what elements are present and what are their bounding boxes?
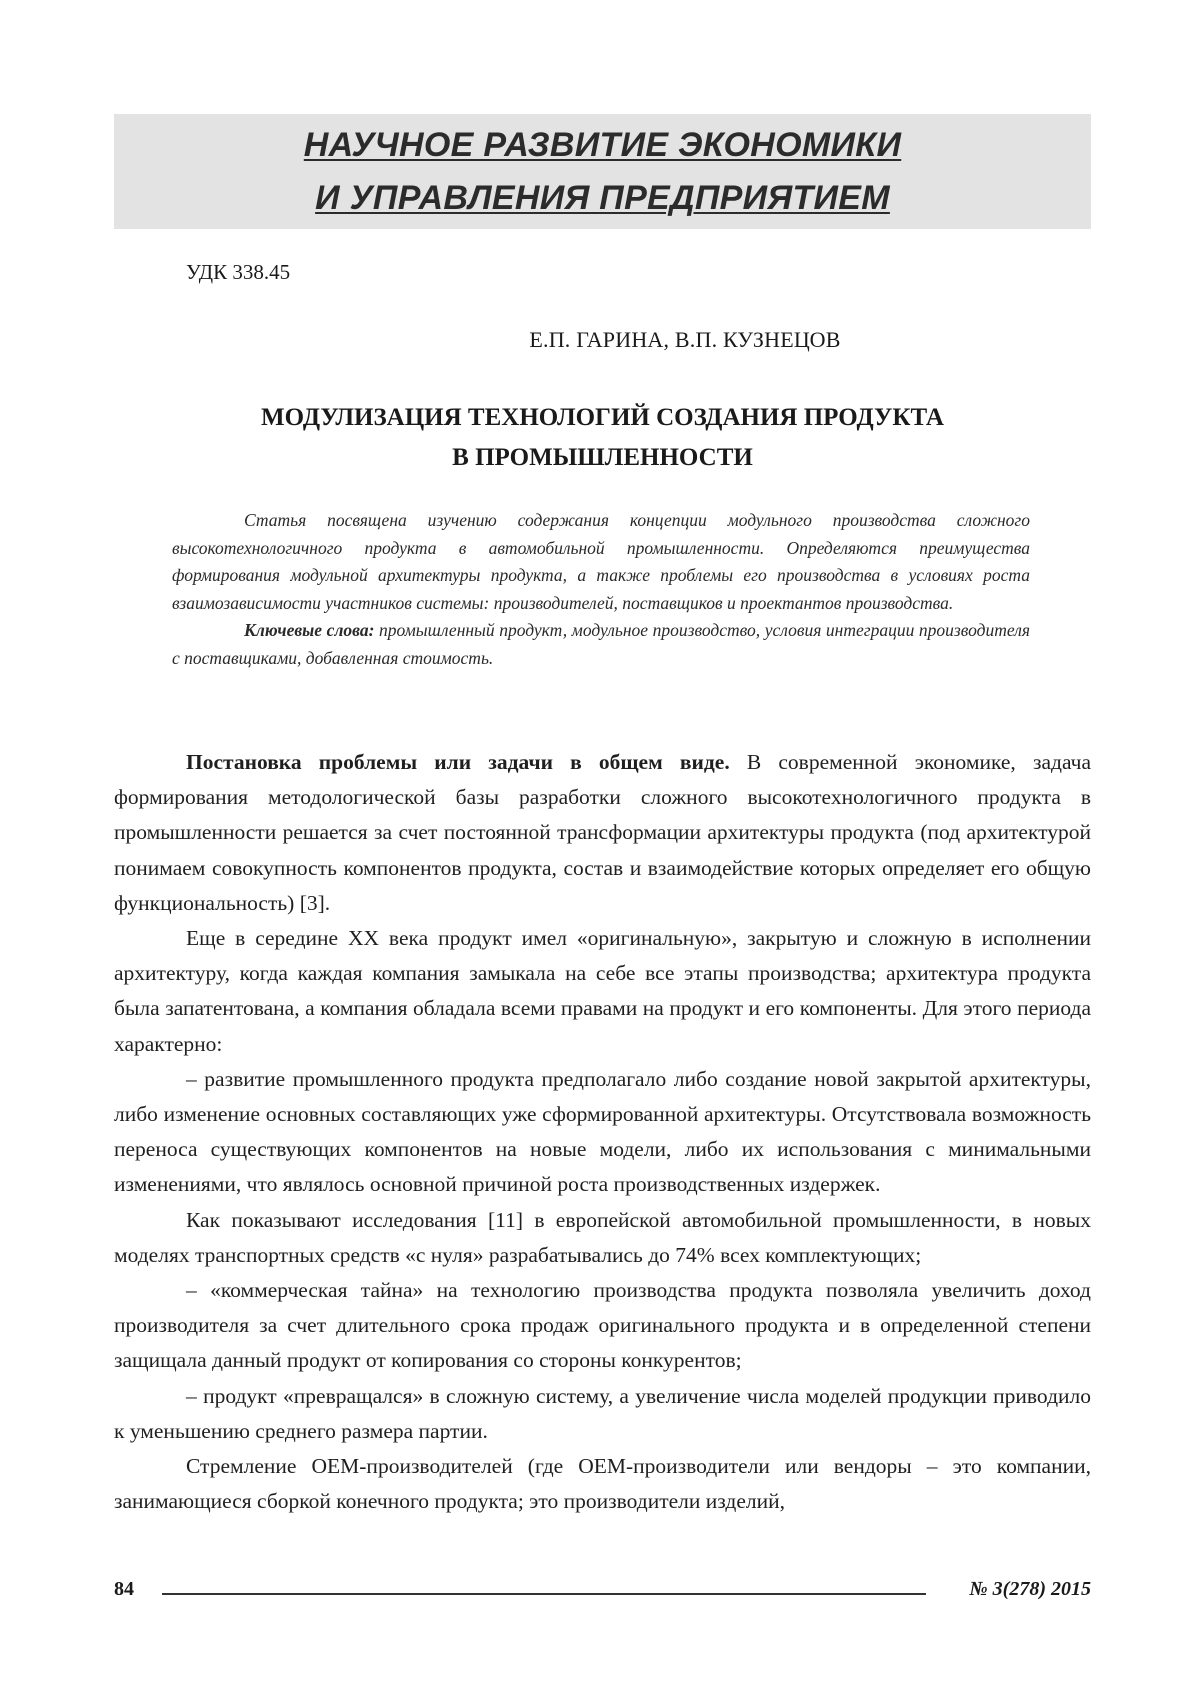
body-paragraph-7: Стремление OEM-производителей (где OEM-производители или вендоры – это компании, занимающиеся сборкой конечного продукта; это производители изделий, xyxy=(114,1449,1091,1519)
section-header-line-1: НАУЧНОЕ РАЗВИТИЕ ЭКОНОМИКИ xyxy=(114,128,1091,162)
article-title-line-2: В ПРОМЫШЛЕННОСТИ xyxy=(114,438,1091,478)
body-paragraph-3: – развитие промышленного продукта предполагало либо создание новой закрытой архитектуры, либо изменение основных составляющих уже сформированной архитектуры. Отсутствовала возможность переноса существующих компонентов на новые модели, либо их использования с минимальными изменениями, что являлось основной причиной роста производственных издержек. xyxy=(114,1062,1091,1203)
page-footer xyxy=(114,1578,1091,1608)
section-lead-heading: Постановка проблемы или задачи в общем виде. xyxy=(186,750,730,774)
footer-divider xyxy=(162,1593,926,1595)
abstract-text: Статья посвящена изучению содержания концепции модульного производства сложного высокотехнологичного продукта в автомобильной промышленности. Определяются преимущества формирования модульной архитектуры продукта, а также проблемы его производства в условиях роста взаимозависимости участников системы: производителей, поставщиков и проектантов производства. xyxy=(172,507,1030,617)
body-paragraph-1 xyxy=(114,745,1091,921)
article-title-line-1: МОДУЛИЗАЦИЯ ТЕХНОЛОГИЙ СОЗДАНИЯ ПРОДУКТА xyxy=(114,398,1091,438)
page-number: 84 xyxy=(114,1578,134,1601)
article-title xyxy=(114,398,1091,478)
body-paragraph-1-text: В современной экономике, задача формирования методологической базы разработки сложного высокотехнологичного продукта в промышленности решается за счет постоянной трансформации архитектуры продукта (под архитектурой понимаем совокупность компонентов продукта, состав и взаимодействие которых определяет его общую функциональность) [3]. xyxy=(114,750,1091,915)
keywords-paragraph xyxy=(172,617,1030,672)
section-header-line-2: И УПРАВЛЕНИЯ ПРЕДПРИЯТИЕМ xyxy=(114,181,1091,215)
udk-code: УДК 338.45 xyxy=(186,260,290,285)
body-paragraph-6: – продукт «превращался» в сложную систему, а увеличение числа моделей продукции приводило к уменьшению среднего размера партии. xyxy=(114,1379,1091,1449)
article-abstract xyxy=(172,507,1030,672)
body-paragraph-2: Еще в середине XX века продукт имел «оригинальную», закрытую и сложную в исполнении архитектуру, когда каждая компания замыкала на себе все этапы производства; архитектура продукта была запатентована, а компания обладала всеми правами на продукт и его компоненты. Для этого периода характерно: xyxy=(114,921,1091,1062)
keywords-list: промышленный продукт, модульное производство, условия интеграции производителя с поставщиками, добавленная стоимость. xyxy=(172,620,1030,668)
journal-page xyxy=(0,0,1200,1698)
keywords-label: Ключевые слова: xyxy=(244,620,374,640)
article-authors: Е.П. ГАРИНА, В.П. КУЗНЕЦОВ xyxy=(0,327,1200,353)
article-body xyxy=(114,745,1091,1519)
body-paragraph-5: – «коммерческая тайна» на технологию производства продукта позволяла увеличить доход производителя за счет длительного срока продаж оригинального продукта и в определенной степени защищала данный продукт от копирования со стороны конкурентов; xyxy=(114,1273,1091,1379)
body-paragraph-4: Как показывают исследования [11] в европейской автомобильной промышленности, в новых моделях транспортных средств «с нуля» разрабатывались до 74% всех комплектующих; xyxy=(114,1203,1091,1273)
journal-section-header xyxy=(114,114,1091,229)
issue-number: № 3(278) 2015 xyxy=(969,1578,1091,1601)
